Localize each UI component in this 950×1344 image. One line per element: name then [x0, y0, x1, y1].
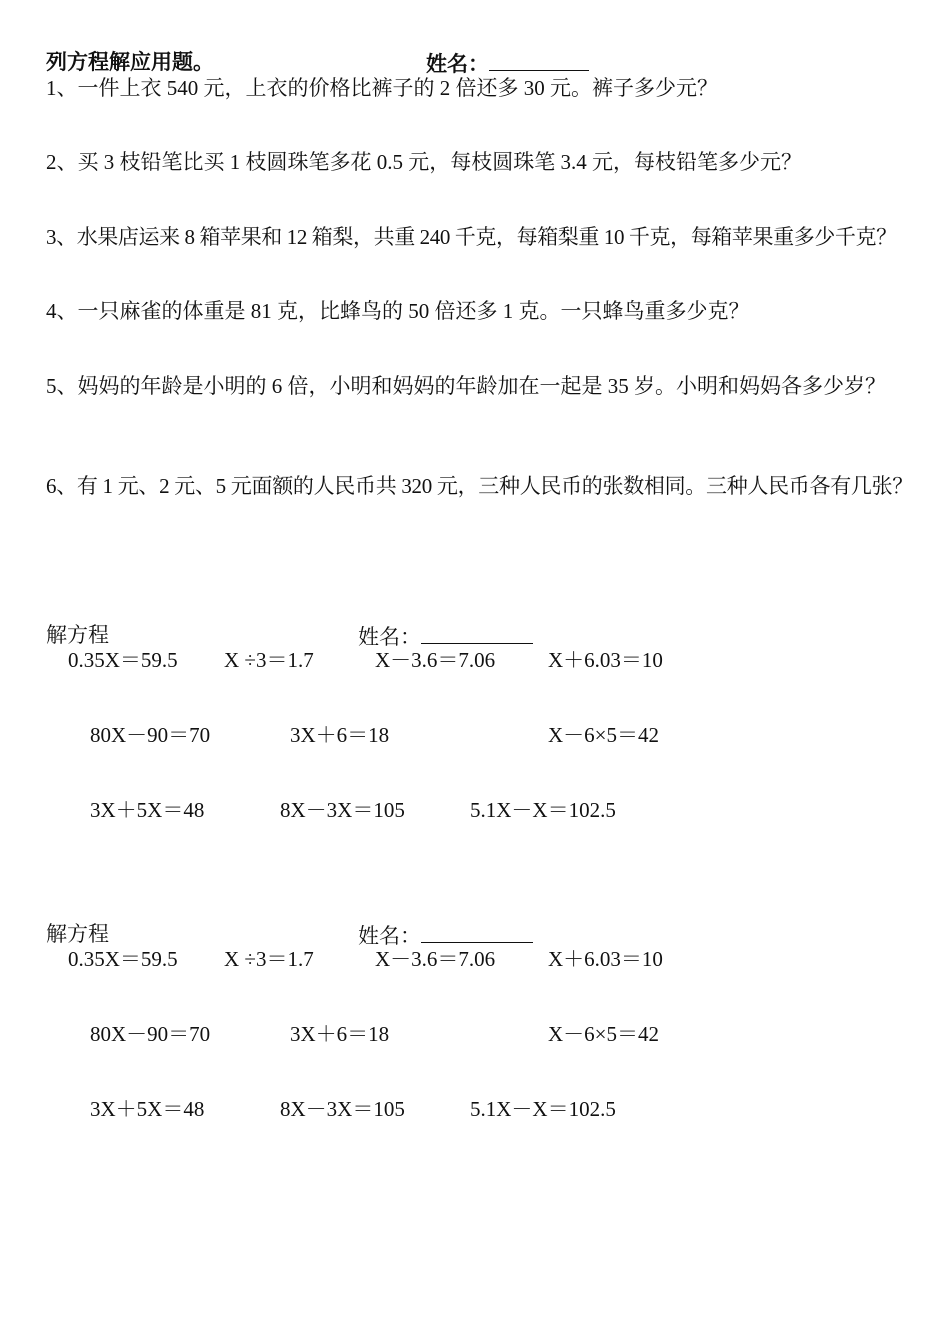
- equation: 0.35X＝59.5: [68, 947, 178, 971]
- equation: 3X＋6＝18: [290, 1022, 390, 1046]
- equations-title: 解方程: [46, 922, 109, 946]
- equation: 3X＋5X＝48: [90, 1097, 205, 1121]
- equations-title: 解方程: [46, 623, 109, 647]
- equation: X－6×5＝42: [548, 723, 660, 747]
- equation: 3X＋6＝18: [290, 723, 390, 747]
- question-6: 6、有 1 元、2 元、5 元面额的人民币共 320 元，三种人民币的张数相同。三种人民币各有几张？: [46, 474, 913, 498]
- name-blank[interactable]: [421, 621, 533, 644]
- equation: 3X＋5X＝48: [90, 798, 205, 822]
- name-label: 姓名：: [358, 625, 421, 649]
- equation: 8X－3X＝105: [280, 798, 405, 822]
- equation: 80X－90＝70: [90, 723, 211, 747]
- question-2: 2、买 3 枝铅笔比买 1 枝圆珠笔多花 0.5 元，每枝圆珠笔 3.4 元，每枝铅笔多少元？: [46, 150, 802, 174]
- equation: X＋6.03＝10: [548, 648, 663, 672]
- worksheet-title: 列方程解应用题。: [46, 50, 214, 74]
- question-1: 1、一件上衣 540 元，上衣的价格比裤子的 2 倍还多 30 元。裤子多少元？: [46, 76, 718, 100]
- equation: X ÷3＝1.7: [224, 947, 314, 971]
- equation: 80X－90＝70: [90, 1022, 211, 1046]
- name-blank[interactable]: [489, 48, 589, 71]
- equation: X－3.6＝7.06: [375, 947, 496, 971]
- equation: 5.1X－X＝102.5: [470, 1097, 616, 1121]
- name-label: 姓名：: [358, 924, 421, 948]
- equation: 8X－3X＝105: [280, 1097, 405, 1121]
- name-blank[interactable]: [421, 920, 533, 943]
- question-3: 3、水果店运来 8 箱苹果和 12 箱梨，共重 240 千克，每箱梨重 10 千克，每箱苹果重多少千克？: [46, 225, 897, 249]
- equation: X＋6.03＝10: [548, 947, 663, 971]
- question-5: 5、妈妈的年龄是小明的 6 倍，小明和妈妈的年龄加在一起是 35 岁。小明和妈妈各多少岁？: [46, 374, 886, 398]
- question-4: 4、一只麻雀的体重是 81 克，比蜂鸟的 50 倍还多 1 克。一只蜂鸟重多少克？: [46, 299, 750, 323]
- name-label: 姓名：: [426, 52, 489, 76]
- equation: 0.35X＝59.5: [68, 648, 178, 672]
- equation: X－3.6＝7.06: [375, 648, 496, 672]
- equation: 5.1X－X＝102.5: [470, 798, 616, 822]
- equation: X－6×5＝42: [548, 1022, 660, 1046]
- equation: X ÷3＝1.7: [224, 648, 314, 672]
